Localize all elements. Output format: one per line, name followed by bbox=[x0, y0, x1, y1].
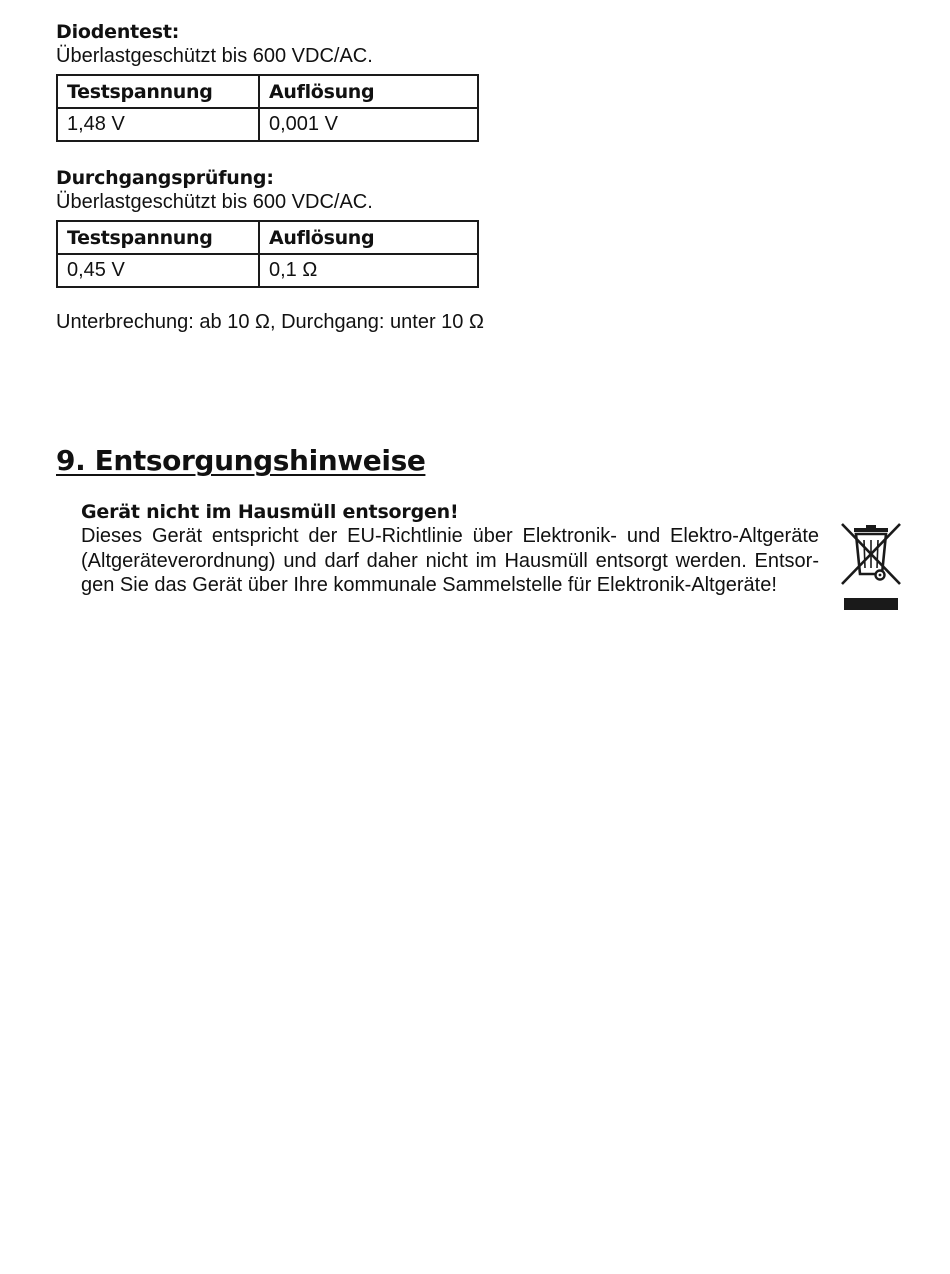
header-test-voltage: Testspannung bbox=[57, 221, 259, 254]
header-resolution: Auflösung bbox=[259, 75, 478, 108]
crossed-out-wheelie-bin-icon bbox=[840, 522, 902, 612]
cell-resolution: 0,1 Ω bbox=[259, 254, 478, 287]
disposal-notice bbox=[81, 500, 819, 598]
header-test-voltage: Testspannung bbox=[57, 75, 259, 108]
cell-test-voltage: 1,48 V bbox=[57, 108, 259, 141]
continuity-note: Unterbrechung: ab 10 Ω, Durchgang: unter 10 Ω bbox=[56, 311, 484, 333]
table-header-row bbox=[57, 221, 478, 254]
continuity-test-table bbox=[56, 220, 479, 288]
cell-resolution: 0,001 V bbox=[259, 108, 478, 141]
table-row bbox=[57, 254, 478, 287]
header-resolution: Auflösung bbox=[259, 221, 478, 254]
continuity-test-protection: Überlastgeschützt bis 600 VDC/AC. bbox=[56, 191, 373, 213]
table-row bbox=[57, 108, 478, 141]
section-heading-disposal: 9. Entsorgungshinweise bbox=[56, 444, 426, 477]
cell-test-voltage: 0,45 V bbox=[57, 254, 259, 287]
table-header-row bbox=[57, 75, 478, 108]
disposal-text: Dieses Gerät entspricht der EU-Richtlinie über Elektronik- und Elektro-Altgeräte (Altgeräteverordnung) und darf daher nicht im Hausmüll entsorgt werden. Entsor-gen Sie das Gerät über Ihre kommunale Sammelstelle für Elektronik-Altgeräte! bbox=[81, 525, 819, 596]
diode-test-table bbox=[56, 74, 479, 142]
continuity-test-title: Durchgangsprüfung: bbox=[56, 167, 274, 189]
diode-test-protection: Überlastgeschützt bis 600 VDC/AC. bbox=[56, 45, 373, 67]
diode-test-title: Diodentest: bbox=[56, 21, 180, 43]
disposal-subtitle: Gerät nicht im Hausmüll entsorgen! bbox=[81, 501, 459, 523]
continuity-test-section bbox=[56, 166, 479, 288]
diode-test-section bbox=[56, 20, 479, 142]
